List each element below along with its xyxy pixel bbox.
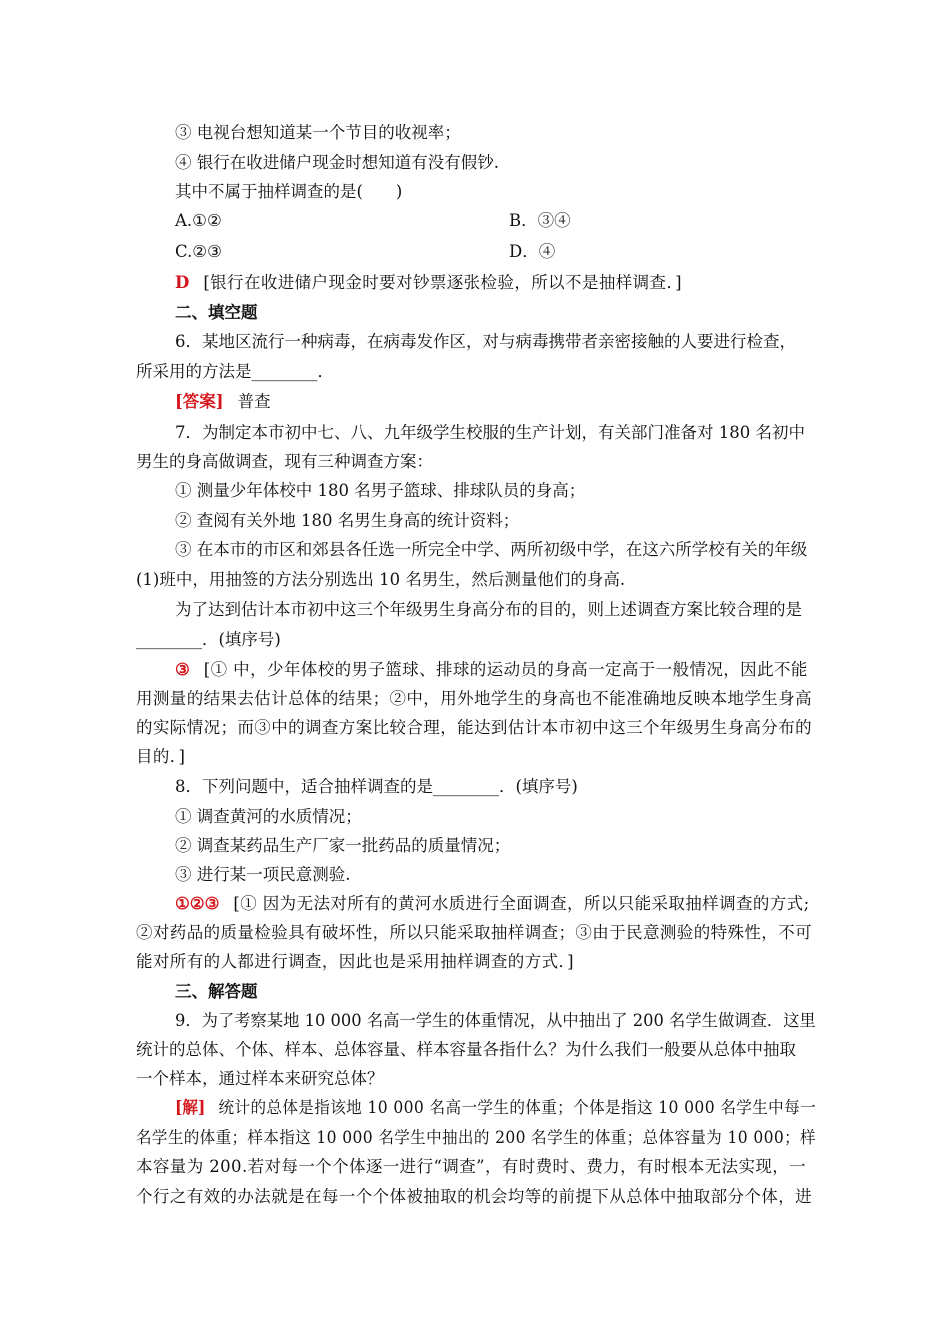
q7-plan-3-line-1: ③ 在本市的市区和郊县各任选一所完全中学、两所初级中学，在这六所学校有关的年级 xyxy=(175,540,808,559)
q6-answer-line xyxy=(175,391,271,413)
q7-plan-2: ② 查阅有关外地 180 名男生身高的统计资料； xyxy=(175,511,520,530)
q5-item-3: ③ 电视台想知道某一个节目的收视率； xyxy=(175,123,461,142)
q7-plan-3-line-2: (1)班中，用抽签的方法分别选出 10 名男生，然后测量他们的身高. xyxy=(136,570,626,589)
q9-solution-line-3: 本容量为 200.若对每一个个体逐一进行“调查”，有时费时、费力，有时根本无法实现，一 xyxy=(136,1157,807,1176)
q9-solution-line-1: 统计的总体是指该地 10 000 名高一学生的体重；个体是指这 10 000 名学生中每一 xyxy=(218,1098,817,1117)
q7-plan-1: ① 测量少年体校中 180 名男子篮球、排球队员的身高； xyxy=(175,481,586,500)
q8-item-2: ② 调查某药品生产厂家一批药品的质量情况； xyxy=(175,836,511,855)
q5-prompt: 其中不属于抽样调查的是( ) xyxy=(175,182,403,201)
q8-explanation-line-3: 能对所有的人都进行调查，因此也是采用抽样调查的方式．] xyxy=(136,952,574,971)
q7-text-line-1: 7．为制定本市初中七、八、九年级学生校服的生产计划，有关部门准备对 180 名初中 xyxy=(175,423,805,442)
q8-item-3: ③ 进行某一项民意测验. xyxy=(175,865,351,884)
q7-explanation-line-2: 用测量的结果去估计总体的结果；②中，用外地学生的身高也不能准确地反映本地学生身高 xyxy=(136,689,812,708)
q7-answer-line xyxy=(175,659,808,681)
q9-solution-line-2: 名学生的体重；样本指这 10 000 名学生中抽出的 200 名学生的体重；总体容量为 10 000；样 xyxy=(136,1128,816,1147)
q7-answer: ③ xyxy=(175,660,190,679)
q7-explanation-line-1: [① 中，少年体校的男子篮球、排球的运动员的身高一定高于一般情况，因此不能 xyxy=(203,660,808,679)
q5-option-a: A.①② xyxy=(175,211,222,230)
q9-text-line-2: 统计的总体、个体、样本、总体容量、样本容量各指什么？为什么我们一般要从总体中抽取 xyxy=(136,1040,796,1059)
q5-option-c: C.②③ xyxy=(175,242,222,261)
q8-explanation-line-1: [① 因为无法对所有的黄河水质进行全面调查，所以只能采取抽样调查的方式; xyxy=(233,894,810,913)
q5-item-4: ④ 银行在收进储户现金时想知道有没有假钞. xyxy=(175,153,499,172)
section-heading-fill-blank: 二、填空题 xyxy=(175,303,258,322)
q6-answer-tag: [答案] xyxy=(175,392,224,411)
q9-text-line-1: 9．为了考察某地 10 000 名高一学生的体重情况，从中抽出了 200 名学生做调查．这里 xyxy=(175,1011,816,1030)
section-heading-solution: 三、解答题 xyxy=(175,982,258,1001)
q8-item-1: ① 调查黄河的水质情况； xyxy=(175,807,362,826)
q7-explanation-line-4: 目的．] xyxy=(136,747,186,766)
q9-text-line-3: 一个样本，通过样本来研究总体？ xyxy=(136,1069,384,1088)
q7-explanation-line-3: 的实际情况；而③中的调查方案比较合理，能达到估计本市初中这三个年级男生身高分布的 xyxy=(136,718,812,737)
q9-solution-line xyxy=(175,1097,816,1119)
q6-answer: 普查 xyxy=(237,392,271,411)
q9-solution-tag: [解] xyxy=(175,1098,206,1117)
q5-answer-line xyxy=(175,272,682,294)
q8-explanation-line-2: ②对药品的质量检验具有破坏性，所以只能采取抽样调查；③由于民意测验的特殊性，不可 xyxy=(136,923,812,942)
q7-text-line-2: 男生的身高做调查，现有三种调查方案： xyxy=(136,452,433,471)
q5-explanation: [银行在收进储户现金时要对钞票逐张检验，所以不是抽样调查．] xyxy=(203,273,682,292)
q5-answer-letter: D xyxy=(175,273,190,292)
q7-question-line-2: ________．(填序号) xyxy=(136,630,281,649)
q8-answer: ①②③ xyxy=(175,894,220,913)
q6-text-line-2: 所采用的方法是________． xyxy=(136,362,334,381)
q5-option-b: B．③④ xyxy=(509,211,571,230)
q9-solution-line-4: 个行之有效的办法就是在每一个个体被抽取的机会均等的前提下从总体中抽取部分个体，进 xyxy=(136,1187,812,1206)
q8-answer-line xyxy=(175,893,810,915)
q8-text-line-1: 8．下列问题中，适合抽样调查的是________．(填序号) xyxy=(175,777,578,796)
q6-text-line-1: 6．某地区流行一种病毒，在病毒发作区，对与病毒携带者亲密接触的人要进行检查， xyxy=(175,332,796,351)
q7-question-line-1: 为了达到估计本市初中这三个年级男生身高分布的目的，则上述调查方案比较合理的是 xyxy=(175,600,802,619)
q5-option-d: D．④ xyxy=(509,242,556,261)
